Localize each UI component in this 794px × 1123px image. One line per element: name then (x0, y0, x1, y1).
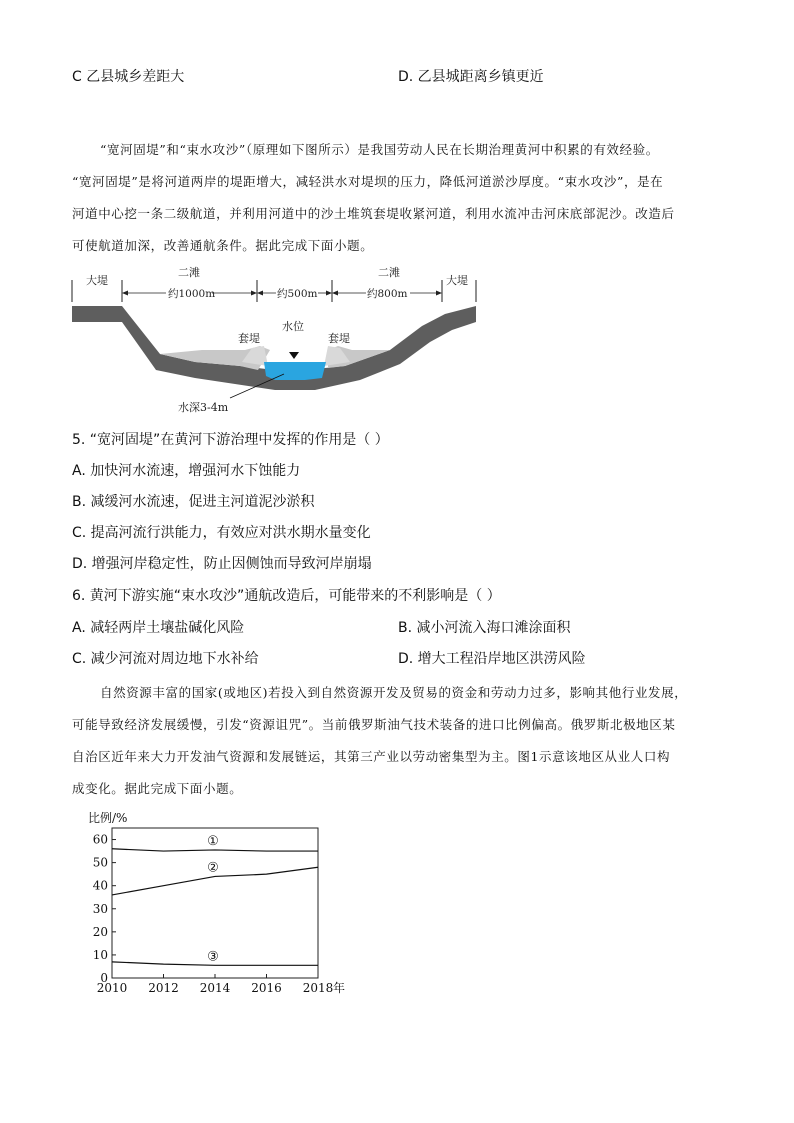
river-cross-section-diagram (60, 262, 490, 422)
passage-line: 自然资源丰富的国家(或地区)若投入到自然资源开发及贸易的资金和劳动力过多，影响其他行业发展， (100, 685, 688, 700)
employment-structure-chart (80, 806, 360, 1006)
chart-xlabel: 年 (333, 981, 346, 995)
water-depth-label: 水深3-4m (178, 401, 229, 414)
levee-left-label: 套堤 (238, 332, 260, 345)
passage-line: “宽河固堤”是将河道两岸的堤距增大，减轻洪水对堤坝的压力，降低河道淤沙厚度。“束水攻沙”，是在 (72, 174, 664, 189)
dike-right-label: 大堤 (446, 274, 468, 287)
passage-line: 自治区近年来大力开发油气资源和发展链运，其第三产业以劳动密集型为主。图1示意该地区从业人口构 (72, 749, 671, 764)
x-tick-label: 2016 (251, 981, 282, 995)
water-level-label: 水位 (282, 320, 304, 333)
distance-right-label: 约800m (367, 288, 408, 300)
question-6-option-c[interactable]: C. 减少河流对周边地下水补给 (72, 651, 259, 667)
passage-line: 可使航道加深，改善通航条件。据此完成下面小题。 (72, 238, 374, 253)
distance-left-label: 约1000m (168, 288, 216, 300)
x-tick-label: 2018 (302, 981, 334, 995)
question-6-option-d[interactable]: D. 增大工程沿岸地区洪涝风险 (398, 651, 586, 667)
passage-resource-curse (72, 677, 732, 805)
passage-line: 河道中心挖一条二级航道，并利用河道中的沙土堆筑套堤收紧河道，利用水流冲击河床底部泥沙。改造后 (72, 206, 675, 221)
beach-right-label: 二滩 (378, 266, 400, 279)
y-tick-label: 60 (92, 832, 108, 847)
series-line (112, 849, 318, 851)
y-tick-label: 10 (92, 947, 108, 962)
question-5-option-b[interactable]: B. 减缓河水流速，促进主河道泥沙淤积 (72, 494, 315, 510)
y-tick-label: 40 (92, 878, 108, 893)
question-5-option-a[interactable]: A. 加快河水流速，增强河水下蚀能力 (72, 463, 301, 479)
x-tick-label: 2012 (148, 981, 179, 995)
passage-line: 可能导致经济发展缓慢，引发“资源诅咒”。当前俄罗斯油气技术装备的进口比例偏高。俄罗斯北极地区某 (72, 717, 676, 732)
distance-mid-label: 约500m (277, 288, 318, 300)
question-5-option-c[interactable]: C. 提高河流行洪能力，有效应对洪水期水量变化 (72, 525, 371, 541)
series-label: ① (207, 833, 219, 849)
y-tick-label: 30 (92, 901, 108, 916)
option-c-prev: C 乙县城乡差距大 (72, 69, 185, 85)
levee-right-label: 套堤 (328, 332, 350, 345)
beach-left-label: 二滩 (178, 266, 200, 279)
y-tick-label: 20 (92, 924, 108, 939)
question-5-stem: 5. “宽河固堤”在黄河下游治理中发挥的作用是（ ） (72, 432, 389, 448)
chart-ylabel: 比例/% (88, 811, 128, 825)
series-label: ② (207, 860, 219, 876)
x-tick-label: 2010 (96, 981, 128, 995)
channel-water (264, 362, 326, 380)
water-level-marker-icon (289, 352, 299, 359)
question-5-option-d[interactable]: D. 增强河岸稳定性，防止因侧蚀而导致河岸崩塌 (72, 556, 372, 572)
x-tick-label: 2014 (199, 981, 231, 995)
dike-left-label: 大堤 (86, 274, 108, 287)
passage-river-management (72, 134, 732, 262)
question-6-option-b[interactable]: B. 减小河流入海口滩涂面积 (398, 620, 571, 636)
question-6-option-a[interactable]: A. 减轻两岸土壤盐碱化风险 (72, 620, 245, 636)
passage-line: 成变化。据此完成下面小题。 (72, 781, 243, 796)
series-label: ③ (207, 949, 219, 965)
question-6-stem: 6. 黄河下游实施“束水攻沙”通航改造后，可能带来的不利影响是（ ） (72, 588, 501, 604)
y-tick-label: 0 (100, 971, 108, 985)
option-d-prev: D. 乙县城距离乡镇更近 (398, 69, 544, 85)
y-tick-label: 50 (92, 855, 108, 870)
passage-line: “宽河固堤”和“束水攻沙”（原理如下图所示）是我国劳动人民在长期治理黄河中积累的有效经验。 (100, 142, 659, 157)
